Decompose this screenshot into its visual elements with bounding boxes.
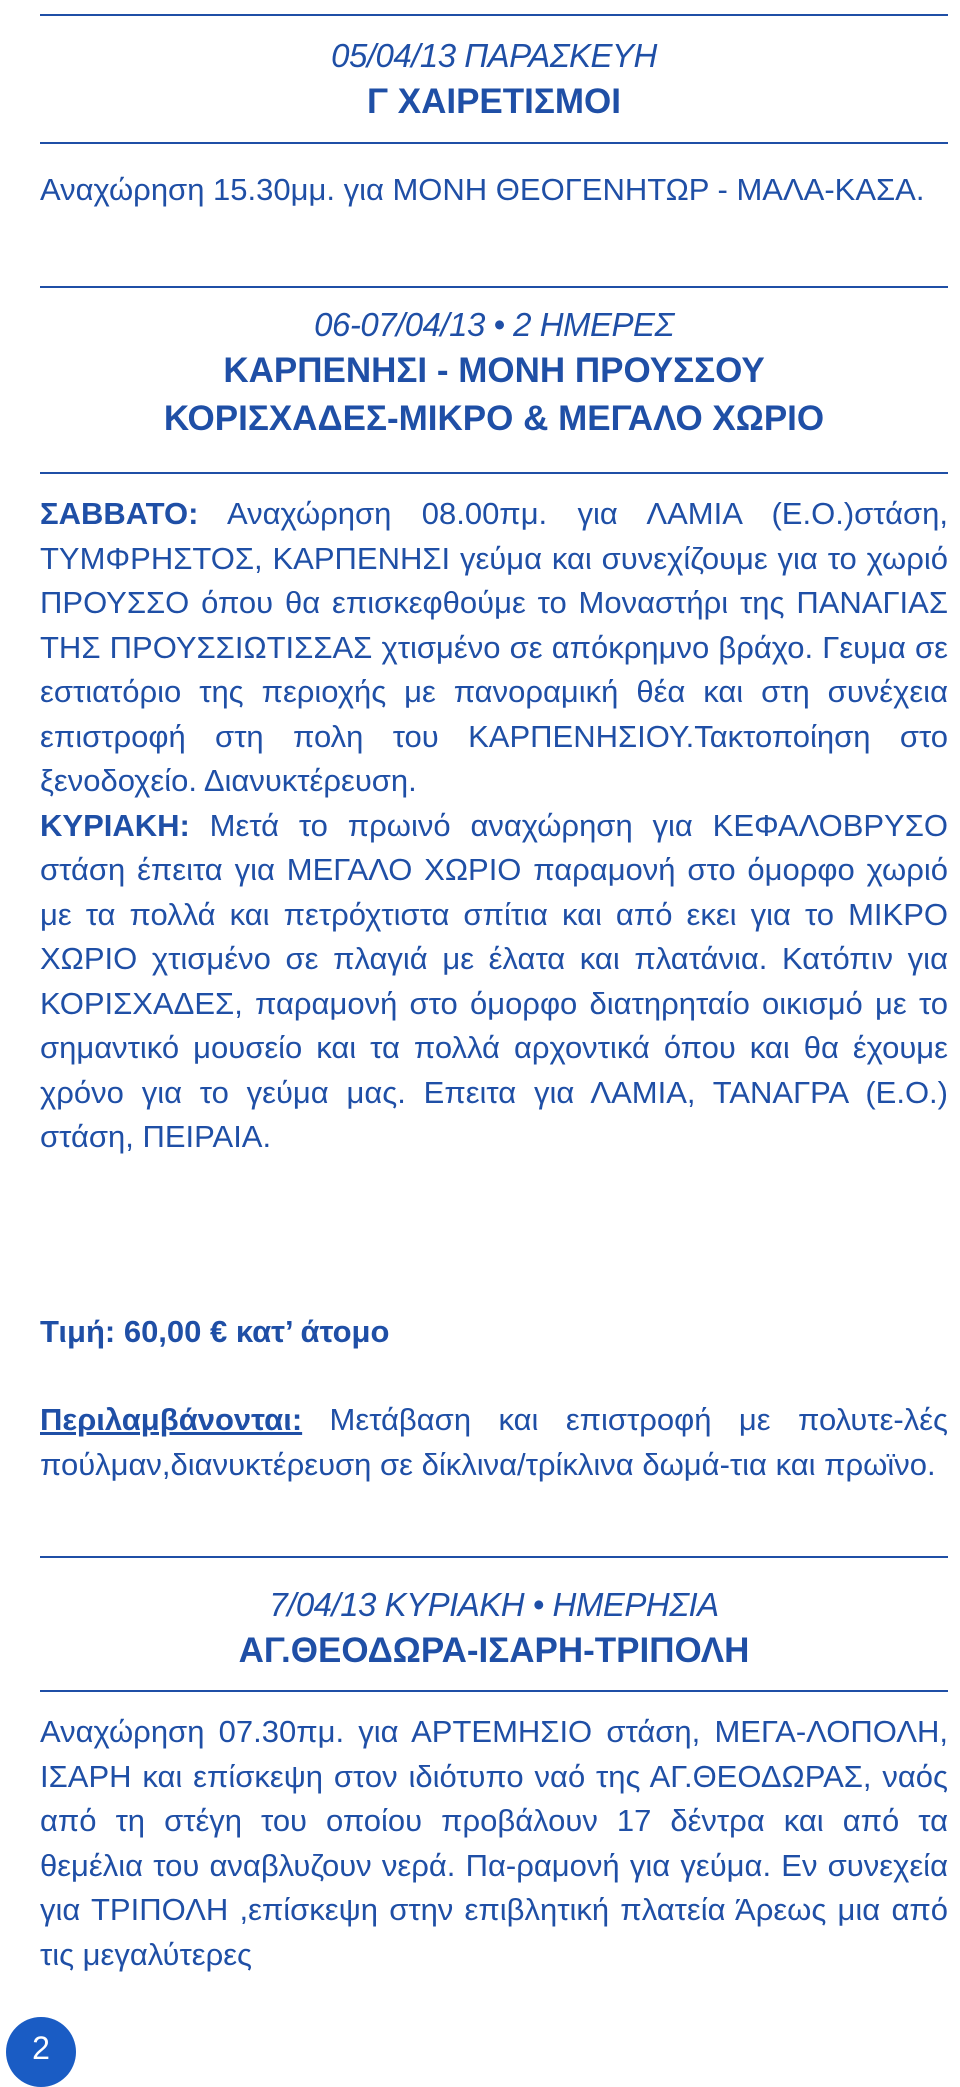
price-line: Τιμή: 60,00 € κατ’ άτομο — [40, 1314, 390, 1349]
trip-date-2: 06-07/04/13 • 2 ΗΜΕΡΕΣ — [314, 306, 674, 343]
section-divider — [40, 472, 948, 474]
trip-header-2 — [40, 303, 948, 443]
saturday-label: ΣΑΒΒΑΤΟ: — [40, 496, 199, 531]
saturday-text: Αναχώρηση 08.00πμ. για ΛΑΜΙΑ (Ε.Ο.)στάση, ΤΥΜΦΡΗΣΤΟΣ, ΚΑΡΠΕΝΗΣΙ γεύμα και συνεχίζουμε για το χωριό ΠΡΟΥΣΣΟ όπου θα επισκεφθούμε το Μοναστήρι της ΠΑΝΑΓΙΑΣ ΤΗΣ ΠΡΟΥΣΣΙΩΤΙΣΣΑΣ χτισμένο σε απόκρημνο βράχο. Γευμα σε εστιατόριο της περιοχής με πανοραμική θέα και στη συνέχεια επιστροφή στη πολη του ΚΑΡΠΕΝΗΣΙΟΥ.Τακτοποίηση στο ξενοδοχείο. Διανυκτέρευση. — [40, 496, 948, 798]
trip-description-1 — [40, 168, 948, 213]
sunday-paragraph — [40, 804, 948, 1160]
section-divider — [40, 142, 948, 144]
trip-date-3: 7/04/13 ΚΥΡΙΑΚΗ • ΗΜΕΡΗΣΙΑ — [269, 1586, 719, 1623]
trip-text-3: Αναχώρηση 07.30πμ. για ΑΡΤΕΜΗΣΙΟ στάση, ΜΕΓΑ-ΛΟΠΟΛΗ, ΙΣΑΡΗ και επίσκεψη στον ιδιότυπο ναό της ΑΓ.ΘΕΟΔΩΡΑΣ, ναός από τη στέγη του οποίου προβάλουν 17 δέντρα και από τα θεμέλια του αναβλυζουν νερά. Πα-ραμονή για γεύμα. Εν συνεχεία για ΤΡΙΠΟΛΗ ,επίσκεψη στην επιβλητική πλατεία Άρεως μια από τις μεγαλύτερες — [40, 1714, 948, 1972]
trip-description-3 — [40, 1710, 948, 1977]
trip-title-2-line1: ΚΑΡΠΕΝΗΣΙ - ΜΟΝΗ ΠΡΟΥΣΣΟΥ — [223, 351, 765, 390]
saturday-paragraph — [40, 492, 948, 804]
trip-header-3 — [40, 1583, 948, 1675]
sunday-text: Μετά το πρωινό αναχώρηση για ΚΕΦΑΛΟΒΡΥΣΟ στάση έπειτα για ΜΕΓΑΛΟ ΧΩΡΙΟ παραμονή στο όμορφο χωριό με τα πολλά και πετρόχτιστα σπίτια και από εκει για το ΜΙΚΡΟ ΧΩΡΙΟ χτισμένο σε πλαγιά με έλατα και πλατάνια. Κατόπιν για ΚΟΡΙΣΧΑΔΕΣ, παραμονή στο όμορφο διατηρηταίο οικισμό με το σημαντικό μουσείο και τα πολλά αρχοντικά όπου και θα έχουμε χρόνο για το γεύμα μας. Επειτα για ΛΑΜΙΑ, ΤΑΝΑΓΡΑ (Ε.Ο.) στάση, ΠΕΙΡΑΙΑ. — [40, 807, 948, 1154]
includes-paragraph — [40, 1398, 948, 1487]
trip-text-1: Αναχώρηση 15.30μμ. για ΜΟΝΗ ΘΕΟΓΕΝΗΤΩΡ - ΜΑΛΑ-ΚΑΣΑ. — [40, 172, 925, 207]
section-divider — [40, 286, 948, 288]
trip-title-1: Γ ΧΑΙΡΕΤΙΣΜΟΙ — [366, 82, 621, 121]
top-divider — [40, 14, 948, 16]
trip-title-2-line2: ΚΟΡΙΣΧΑΔΕΣ-ΜΙΚΡΟ & ΜΕΓΑΛΟ ΧΩΡΙΟ — [163, 399, 825, 438]
includes-block — [40, 1398, 948, 1487]
trip-title-3: ΑΓ.ΘΕΟΔΩΡΑ-ΙΣΑΡΗ-ΤΡΙΠΟΛΗ — [238, 1631, 750, 1670]
trip-header-1 — [40, 34, 948, 126]
includes-label: Περιλαμβάνονται: — [40, 1402, 303, 1437]
trip-date-1: 05/04/13 ΠΑΡΑΣΚΕΥΗ — [331, 37, 657, 74]
brochure-page — [40, 0, 948, 2076]
section-divider — [40, 1690, 948, 1692]
trip-description-2 — [40, 492, 948, 1160]
section-divider — [40, 1556, 948, 1558]
sunday-label: ΚΥΡΙΑΚΗ: — [40, 807, 190, 843]
includes-text: Μετάβαση και επιστροφή με πολυτε-λές πούλμαν,διανυκτέρευση σε δίκλινα/τρίκλινα δωμά-τια και πρωϊνο. — [40, 1402, 948, 1482]
page-number-badge: 2 — [6, 2017, 76, 2087]
